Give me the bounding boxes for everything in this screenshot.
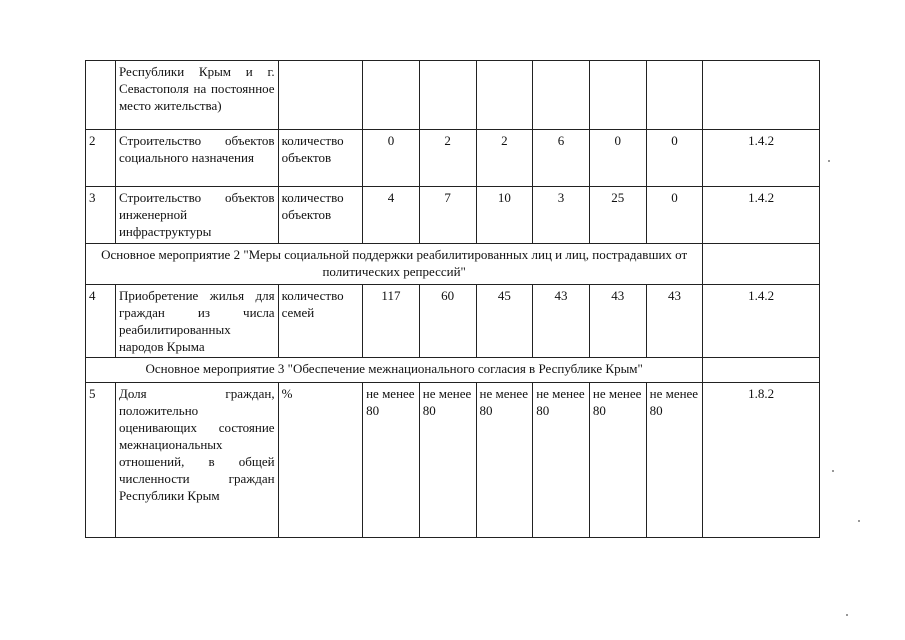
section-row (86, 244, 820, 285)
value-cell: 2 (419, 130, 476, 187)
value-cell: не менее 80 (363, 383, 420, 538)
unit-cell: количество объектов (278, 187, 363, 244)
indicator-name: Республики Крым и г. Севастополя на постоянное место жительства) (115, 61, 278, 130)
value-cell: 117 (363, 285, 420, 358)
value-cell: 0 (646, 187, 703, 244)
value-cell: не менее 80 (419, 383, 476, 538)
reference-cell: 1.8.2 (703, 383, 820, 538)
value-cell: 60 (419, 285, 476, 358)
unit-cell: % (278, 383, 363, 538)
scan-speck (846, 614, 848, 616)
indicator-name: Строительство объектов инженерной инфраструктуры (115, 187, 278, 244)
row-number (86, 61, 116, 130)
value-cell: 4 (363, 187, 420, 244)
table-row (86, 285, 820, 358)
value-cell (646, 61, 703, 130)
section-heading: Основное мероприятие 2 "Меры социальной поддержки реабилитированных лиц и лиц, пострадавших от политических репрессий" (86, 244, 703, 285)
table-row (86, 383, 820, 538)
value-cell: не менее 80 (533, 383, 590, 538)
scan-speck (828, 160, 830, 162)
value-cell: 7 (419, 187, 476, 244)
row-number: 5 (86, 383, 116, 538)
value-cell: 43 (589, 285, 646, 358)
indicators-table (85, 60, 820, 538)
value-cell: 25 (589, 187, 646, 244)
reference-cell: 1.4.2 (703, 130, 820, 187)
indicator-name: Строительство объектов социального назначения (115, 130, 278, 187)
value-cell: 45 (476, 285, 533, 358)
value-cell: 0 (646, 130, 703, 187)
unit-cell: количество семей (278, 285, 363, 358)
unit-cell (278, 61, 363, 130)
value-cell (363, 61, 420, 130)
table-row (86, 187, 820, 244)
reference-cell (703, 244, 820, 285)
table-row (86, 61, 820, 130)
row-number: 3 (86, 187, 116, 244)
value-cell: 43 (646, 285, 703, 358)
value-cell (476, 61, 533, 130)
scan-speck (832, 470, 834, 472)
indicator-name: Приобретение жилья для граждан из числа реабилитированных народов Крыма (115, 285, 278, 358)
value-cell (419, 61, 476, 130)
value-cell: 3 (533, 187, 590, 244)
value-cell: 0 (363, 130, 420, 187)
value-cell: не менее 80 (476, 383, 533, 538)
table-row (86, 130, 820, 187)
value-cell: 6 (533, 130, 590, 187)
row-number: 4 (86, 285, 116, 358)
value-cell: 10 (476, 187, 533, 244)
indicator-name: Доля граждан, положительно оценивающих состояние межнациональных отношений, в общей численности граждан Республики Крым (115, 383, 278, 538)
row-number: 2 (86, 130, 116, 187)
value-cell: 2 (476, 130, 533, 187)
value-cell (533, 61, 590, 130)
reference-cell (703, 61, 820, 130)
reference-cell (703, 358, 820, 383)
value-cell (589, 61, 646, 130)
reference-cell: 1.4.2 (703, 285, 820, 358)
scan-speck (858, 520, 860, 522)
unit-cell: количество объектов (278, 130, 363, 187)
value-cell: не менее 80 (589, 383, 646, 538)
value-cell: 43 (533, 285, 590, 358)
value-cell: не менее 80 (646, 383, 703, 538)
value-cell: 0 (589, 130, 646, 187)
section-row (86, 358, 820, 383)
reference-cell: 1.4.2 (703, 187, 820, 244)
section-heading: Основное мероприятие 3 "Обеспечение межнационального согласия в Республике Крым" (86, 358, 703, 383)
